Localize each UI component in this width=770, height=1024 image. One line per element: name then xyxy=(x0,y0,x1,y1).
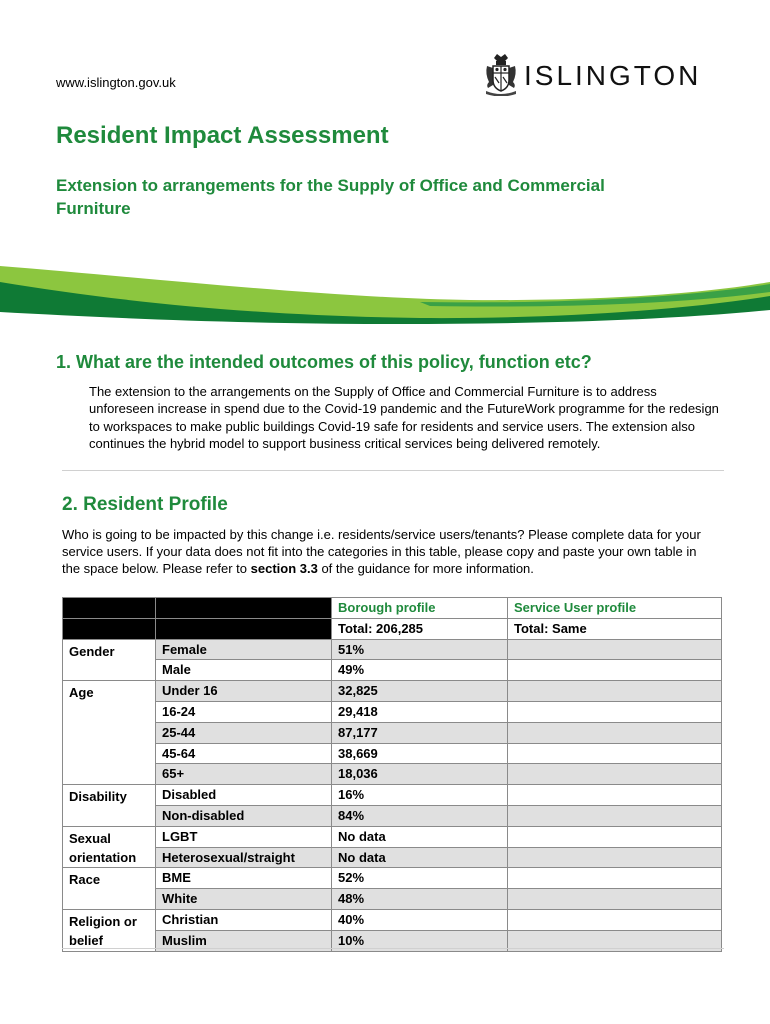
service-value-cell xyxy=(508,805,722,826)
borough-value-cell: 16% xyxy=(332,785,508,806)
borough-value-cell: 29,418 xyxy=(332,701,508,722)
category-cell: Sexual orientation xyxy=(63,826,156,868)
service-value-cell xyxy=(508,681,722,702)
intro-text-a: Who is going to be impacted by this change i.e. residents/service users/tenants? Please complete data for your service users. If your data does not fit into the categories in this table, please copy and paste your own table in the space below. Please refer to xyxy=(62,527,701,577)
group-label-cell: 16-24 xyxy=(156,701,332,722)
table-row xyxy=(63,743,722,764)
header-blank-cell xyxy=(156,618,332,639)
section-1-heading: 1. What are the intended outcomes of this policy, function etc? xyxy=(56,352,592,372)
table-bottom-divider xyxy=(62,948,724,949)
table-row xyxy=(63,868,722,889)
service-value-cell xyxy=(508,826,722,847)
group-label-cell: Muslim xyxy=(156,930,332,951)
website-url: www.islington.gov.uk xyxy=(56,75,176,90)
group-label-cell: 25-44 xyxy=(156,722,332,743)
borough-value-cell: 52% xyxy=(332,868,508,889)
group-label-cell: Heterosexual/straight xyxy=(156,847,332,868)
group-label-cell: Non-disabled xyxy=(156,805,332,826)
table-row xyxy=(63,660,722,681)
category-cell: Disability xyxy=(63,785,156,827)
group-label-cell: Under 16 xyxy=(156,681,332,702)
category-cell: Race xyxy=(63,868,156,910)
section-2-heading: 2. Resident Profile xyxy=(62,494,228,515)
total-service: Total: Same xyxy=(508,618,722,639)
service-value-cell xyxy=(508,701,722,722)
table-row xyxy=(63,681,722,702)
header-borough-profile: Borough profile xyxy=(332,598,508,619)
group-label-cell: LGBT xyxy=(156,826,332,847)
borough-value-cell: 38,669 xyxy=(332,743,508,764)
table-row xyxy=(63,764,722,785)
table-row xyxy=(63,805,722,826)
group-label-cell: 45-64 xyxy=(156,743,332,764)
guidance-section-reference: section 3.3 xyxy=(250,561,318,577)
section-2-intro xyxy=(62,526,712,578)
group-label-cell: Female xyxy=(156,639,332,660)
table-row xyxy=(63,785,722,806)
table-row xyxy=(63,722,722,743)
intro-text-b: of the guidance for more information. xyxy=(317,561,534,577)
group-label-cell: White xyxy=(156,889,332,910)
table-row xyxy=(63,889,722,910)
group-label-cell: Christian xyxy=(156,909,332,930)
service-value-cell xyxy=(508,639,722,660)
borough-value-cell: 84% xyxy=(332,805,508,826)
islington-logo xyxy=(484,52,716,96)
resident-profile-table xyxy=(62,597,722,952)
borough-value-cell: 87,177 xyxy=(332,722,508,743)
borough-value-cell: 49% xyxy=(332,660,508,681)
section-1-body: The extension to the arrangements on the Supply of Office and Commercial Furniture is to address unforeseen increase in spend due to the Covid-19 pandemic and the FutureWork programme for the redesign to workspaces to make public buildings Covid-19 safe for residents and service users. The extension also continues the hybrid model to support business critical services being delivered remotely. xyxy=(89,384,719,452)
borough-value-cell: 18,036 xyxy=(332,764,508,785)
total-borough: Total: 206,285 xyxy=(332,618,508,639)
header-blank-cell xyxy=(63,618,156,639)
borough-value-cell: 48% xyxy=(332,889,508,910)
service-value-cell xyxy=(508,722,722,743)
table-row xyxy=(63,826,722,847)
header-swoosh-graphic xyxy=(0,258,770,324)
group-label-cell: BME xyxy=(156,868,332,889)
page-subtitle: Extension to arrangements for the Supply of Office and Commercial Furniture xyxy=(56,176,605,218)
page-title: Resident Impact Assessment xyxy=(56,122,389,149)
category-cell: Religion or belief xyxy=(63,909,156,951)
borough-value-cell: 10% xyxy=(332,930,508,951)
table-header-row xyxy=(63,598,722,619)
group-label-cell: Disabled xyxy=(156,785,332,806)
table-row xyxy=(63,847,722,868)
borough-value-cell: No data xyxy=(332,847,508,868)
section-divider xyxy=(62,470,724,471)
table-row xyxy=(63,701,722,722)
table-total-row xyxy=(63,618,722,639)
coat-of-arms-icon xyxy=(484,52,518,96)
service-value-cell xyxy=(508,847,722,868)
service-value-cell xyxy=(508,785,722,806)
borough-value-cell: No data xyxy=(332,826,508,847)
service-value-cell xyxy=(508,743,722,764)
borough-value-cell: 51% xyxy=(332,639,508,660)
group-label-cell: 65+ xyxy=(156,764,332,785)
borough-value-cell: 32,825 xyxy=(332,681,508,702)
logo-wordmark: ISLINGTON xyxy=(524,60,702,91)
header-blank-cell xyxy=(63,598,156,619)
group-label-cell: Male xyxy=(156,660,332,681)
table-row xyxy=(63,909,722,930)
service-value-cell xyxy=(508,909,722,930)
category-cell: Age xyxy=(63,681,156,785)
service-value-cell xyxy=(508,889,722,910)
service-value-cell xyxy=(508,868,722,889)
header-blank-cell xyxy=(156,598,332,619)
table-row xyxy=(63,639,722,660)
service-value-cell xyxy=(508,764,722,785)
category-cell: Gender xyxy=(63,639,156,681)
borough-value-cell: 40% xyxy=(332,909,508,930)
header-service-user-profile: Service User profile xyxy=(508,598,722,619)
service-value-cell xyxy=(508,660,722,681)
